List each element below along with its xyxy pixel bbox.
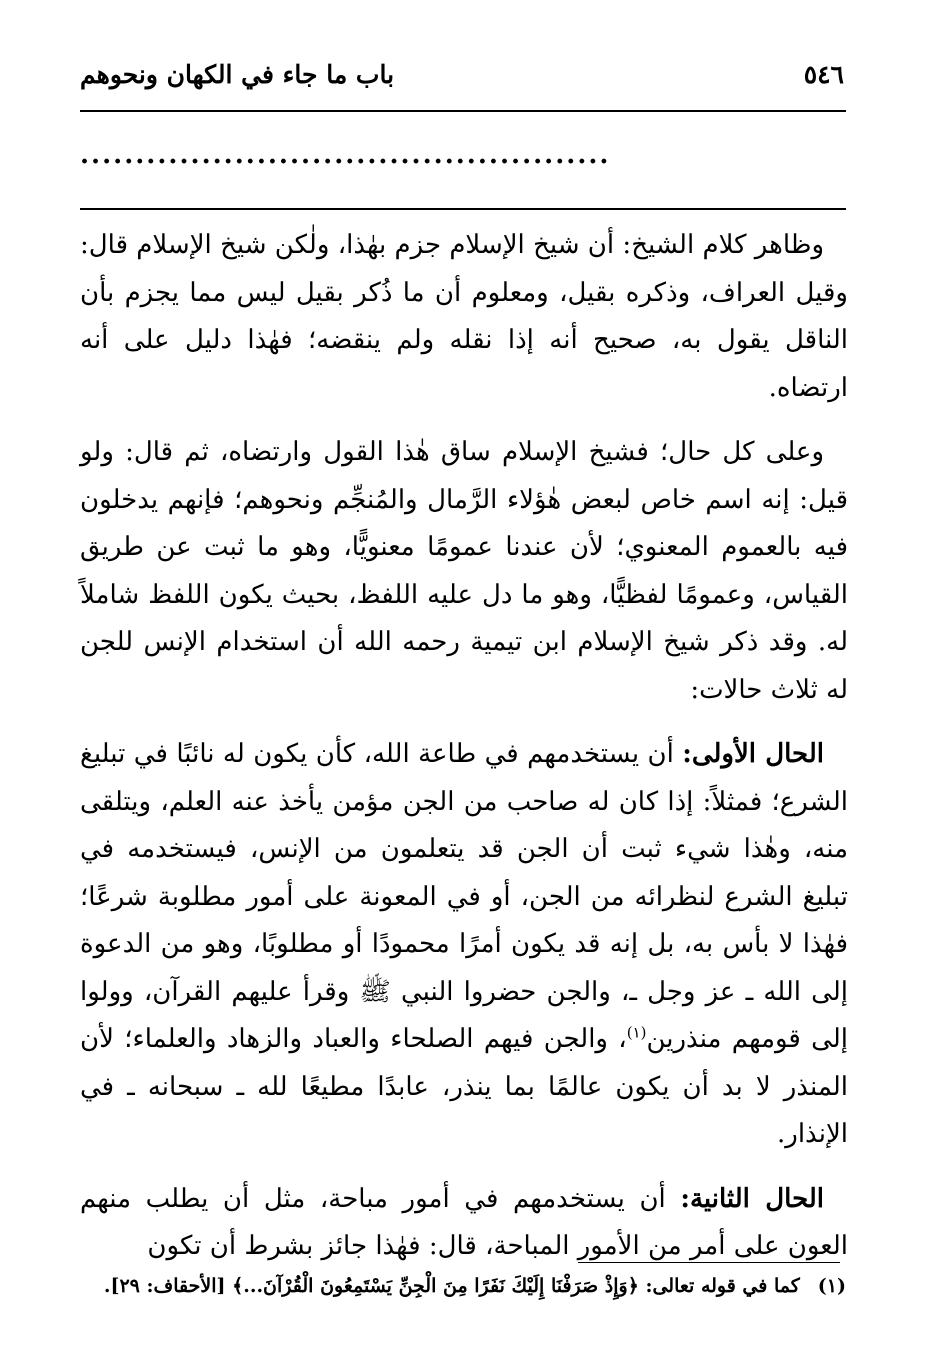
footnote-reference: (١) bbox=[626, 1023, 647, 1042]
state-two-heading: الحال الثانية: bbox=[680, 1183, 825, 1214]
state-one-text-b: ، والجن فيهم الصلحاء والعباد والزهاد والعلماء؛ لأن المنذر لا بد أن يكون عالمًا بما ينذر، عابدًا مطيعًا لله ـ سبحانه ـ في الإنذار. bbox=[80, 1024, 848, 1149]
paragraph-state-two bbox=[80, 1176, 848, 1271]
header-rule bbox=[80, 110, 846, 112]
paragraph: وظاهر كلام الشيخ: أن شيخ الإسلام جزم بهٰذا، ولٰكن شيخ الإسلام قال: وقيل العراف، وذكره بقيل، ومعلوم أن ما ذُكر بقيل ليس مما يجزم بأن الناقل يقول به، صحيح أنه إذا نقله ولم ينقضه؛ فهٰذا دليل على أنه ارتضاه. bbox=[80, 230, 848, 403]
footnote bbox=[80, 1266, 846, 1306]
omission-dots: ................................................ bbox=[80, 140, 611, 170]
body-text bbox=[80, 222, 848, 1271]
footnote-number: (١) bbox=[817, 1275, 846, 1297]
paragraph-state-one bbox=[80, 731, 848, 1159]
footnote-rule bbox=[578, 1262, 840, 1263]
section-rule bbox=[80, 208, 846, 210]
page-header bbox=[80, 52, 844, 96]
state-one-text-a: أن يستخدمهم في طاعة الله، كأن يكون له نائبًا في تبليغ الشرع؛ فمثلاً: إذا كان له صاحب من الجن مؤمن يأخذ عنه العلم، ويتلقى منه، وهٰذا شيء ثبت أن الجن قد يتعلمون من الإنس، فيستخدمه في تبليغ الشرع لنظرائه من الجن، أو في المعونة على أمور مطلوبة شرعًا؛ فهٰذا لا بأس به، بل إنه قد يكون أمرًا محمودًا أو مطلوبًا، وهو من الدعوة إلى الله ـ عز وجل ـ، والجن حضروا النبي ﷺ وقرأ عليهم القرآن، وولوا إلى قومهم منذرين bbox=[80, 739, 848, 1054]
page-number: ٥٤٦ bbox=[803, 59, 844, 89]
state-two-text: أن يستخدمهم في أمور مباحة، مثل أن يطلب منهم العون على أمر من الأمور المباحة، قال: فهٰذا جائز بشرط أن تكون bbox=[80, 1183, 848, 1261]
state-one-heading: الحال الأولى: bbox=[682, 739, 824, 769]
chapter-title: باب ما جاء في الكهان ونحوهم bbox=[80, 59, 395, 89]
footnote-text: كما في قوله تعالى: ﴿وَإِذْ صَرَفْنَا إِلَيْكَ نَفَرًا مِنَ الْجِنِّ يَسْتَمِعُونَ الْقُرْآنَ...﴾ [الأحقاف: ٢٩]. bbox=[103, 1275, 800, 1297]
paragraph: وعلى كل حال؛ فشيخ الإسلام ساق هٰذا القول وارتضاه، ثم قال: ولو قيل: إنه اسم خاص لبعض هٰؤلاء الرَّمال والمُنجِّم ونحوهم؛ فإنهم يدخلون فيه بالعموم المعنوي؛ لأن عندنا عمومًا معنويًّا، وهو ما ثبت عن طريق القياس، وعمومًا لفظيًّا، وهو ما دل عليه اللفظ، بحيث يكون اللفظ شاملاً له. وقد ذكر شيخ الإسلام ابن تيمية رحمه الله أن استخدام الإنس للجن له ثلاث حالات: bbox=[80, 437, 848, 705]
